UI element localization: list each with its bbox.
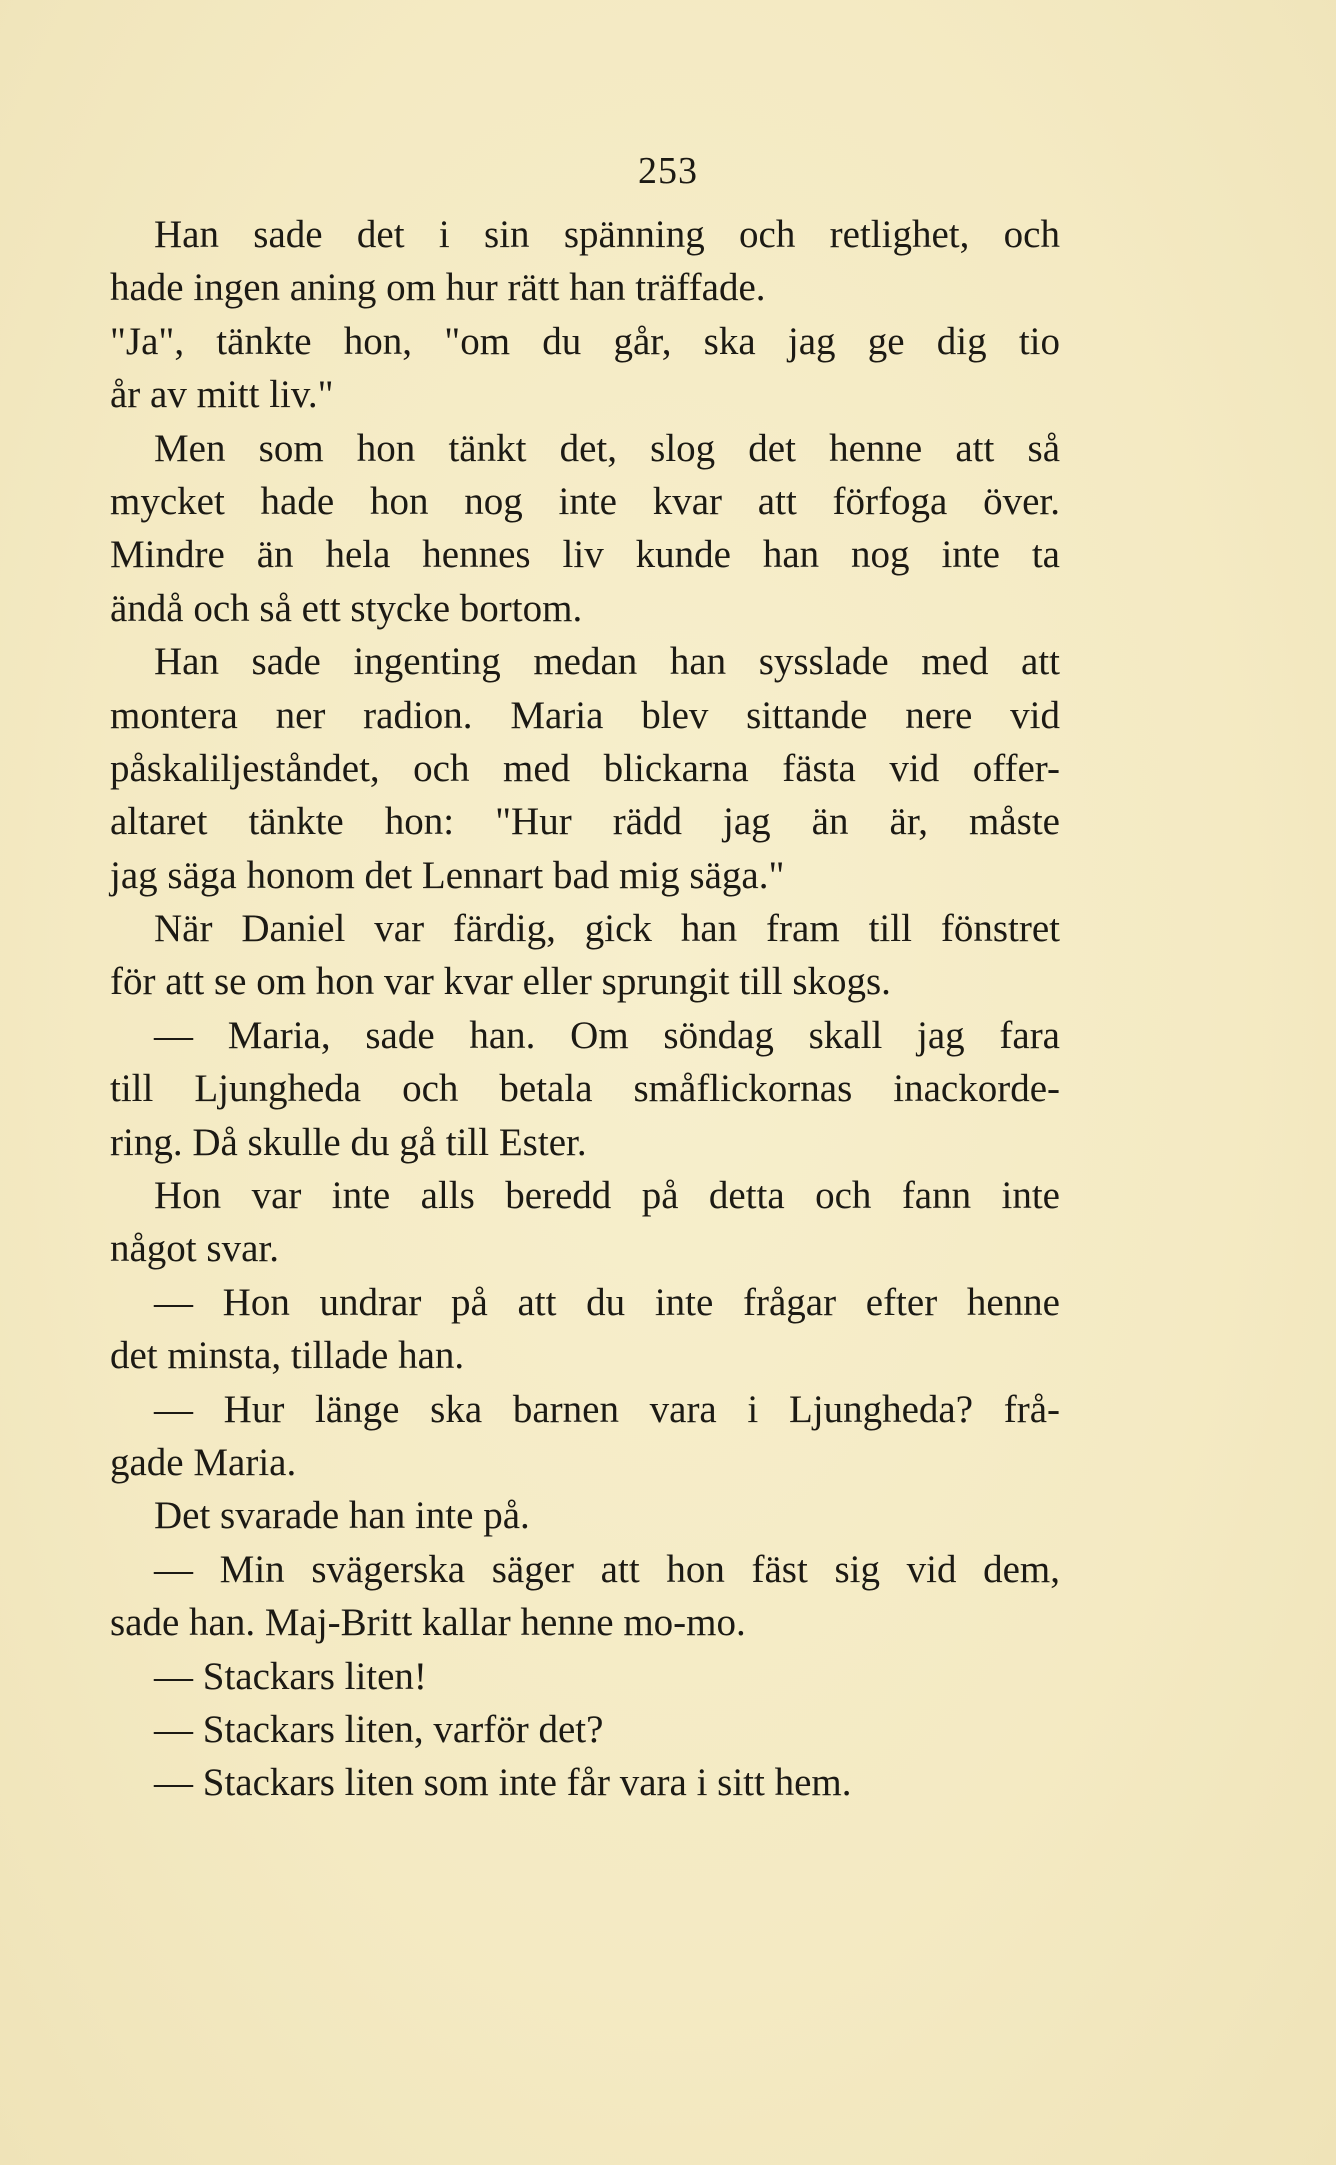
- text-line: — Stackars liten som inte får vara i sitt hem.: [154, 1761, 852, 1805]
- text-line: gade Maria.: [110, 1440, 297, 1484]
- text-line: Det svarade han inte på.: [154, 1494, 530, 1538]
- text-line: — Hur länge ska barnen vara i Ljungheda? frå-: [154, 1387, 1060, 1431]
- text-line: — Min svägerska säger att hon fäst sig vid dem,: [154, 1547, 1060, 1591]
- text-line: ändå och så ett stycke bortom.: [110, 586, 583, 630]
- text-line: — Stackars liten, varför det?: [154, 1707, 604, 1751]
- text-line: altaret tänkte hon: "Hur rädd jag än är, måste: [110, 800, 1060, 844]
- text-line: — Stackars liten!: [154, 1654, 427, 1698]
- text-line: När Daniel var färdig, gick han fram till fönstret: [154, 907, 1060, 951]
- text-line: Men som hon tänkt det, slog det henne att så: [154, 426, 1060, 470]
- text-line: mycket hade hon nog inte kvar att förfoga över.: [110, 479, 1060, 523]
- text-line: sade han. Maj-Britt kallar henne mo-mo.: [110, 1601, 746, 1645]
- text-line: till Ljungheda och betala småflickornas inackorde-: [110, 1067, 1060, 1111]
- text-line: ring. Då skulle du gå till Ester.: [110, 1120, 587, 1164]
- text-line: för att se om hon var kvar eller sprungit till skogs.: [110, 960, 891, 1004]
- text-line: Han sade ingenting medan han sysslade med att: [154, 640, 1060, 684]
- body-text: [110, 208, 1060, 1810]
- text-line: Mindre än hela hennes liv kunde han nog inte ta: [110, 533, 1060, 577]
- text-line: påskaliljeståndet, och med blickarna fästa vid offer-: [110, 746, 1060, 790]
- text-line: Han sade det i sin spänning och retlighet, och: [154, 213, 1060, 256]
- text-line: — Hon undrar på att du inte frågar efter henne: [154, 1280, 1060, 1324]
- text-line: jag säga honom det Lennart bad mig säga.": [110, 853, 785, 897]
- page-number: 253: [638, 150, 698, 192]
- text-line: "Ja", tänkte hon, "om du går, ska jag ge dig tio: [110, 319, 1060, 363]
- text-line: något svar.: [110, 1227, 279, 1271]
- text-line: det minsta, tillade han.: [110, 1334, 465, 1378]
- text-line: hade ingen aning om hur rätt han träffade.: [110, 266, 766, 310]
- text-line: montera ner radion. Maria blev sittande nere vid: [110, 693, 1060, 737]
- text-line: — Maria, sade han. Om söndag skall jag fara: [154, 1013, 1060, 1057]
- text-line: Hon var inte alls beredd på detta och fann inte: [154, 1174, 1060, 1218]
- text-line: år av mitt liv.": [110, 373, 334, 417]
